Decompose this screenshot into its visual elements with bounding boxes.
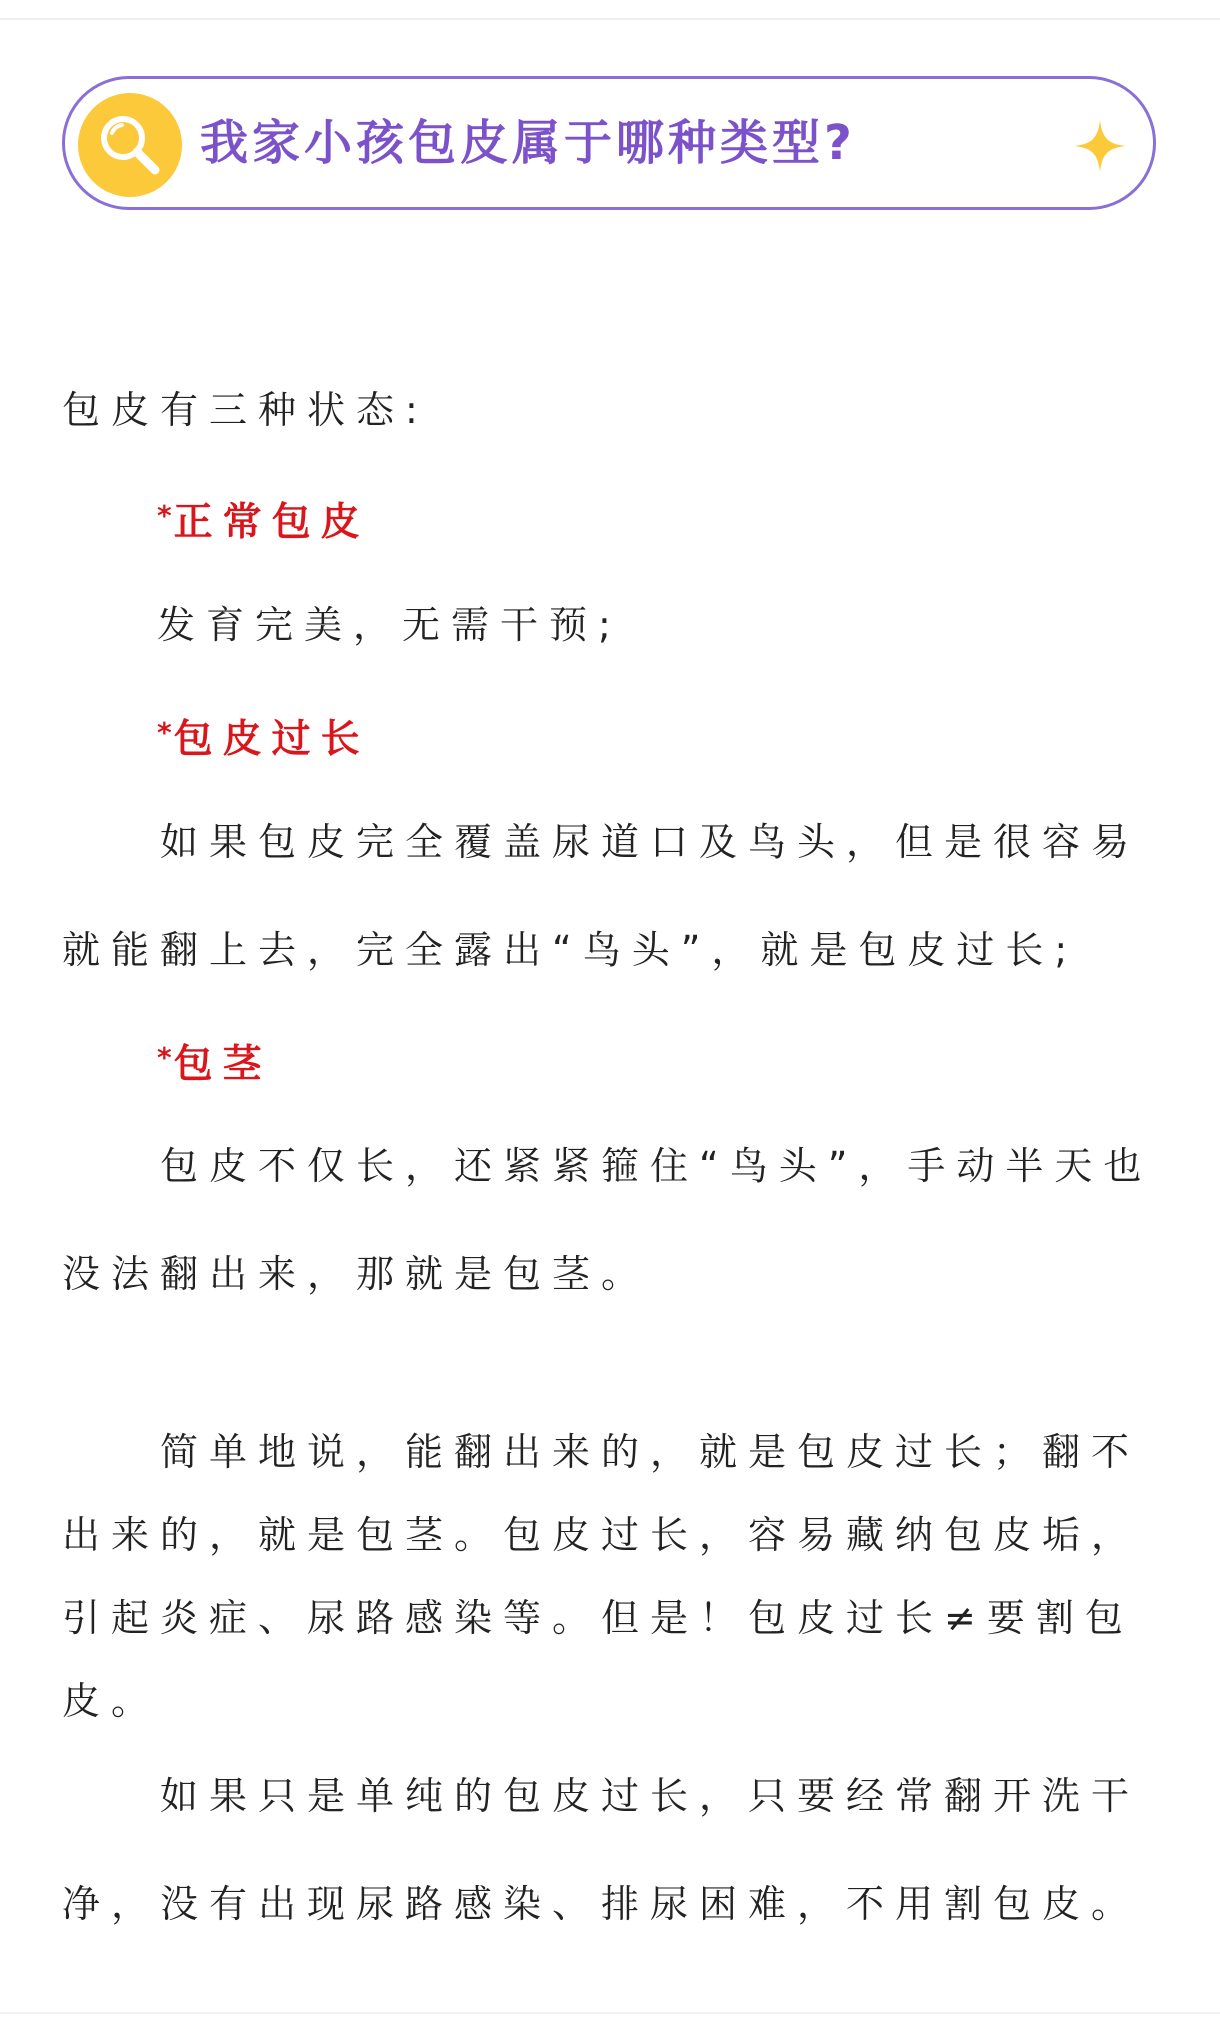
sparkle-icon bbox=[1072, 118, 1128, 178]
type-label-normal bbox=[157, 496, 370, 543]
type-desc-line: 如果包皮完全覆盖尿道口及鸟头，但是很容易 bbox=[160, 820, 1141, 864]
header-title: 我家小孩包皮属于哪种类型? bbox=[200, 115, 856, 171]
type-desc-line: 就能翻上去，完全露出“鸟头”，就是包皮过长; bbox=[62, 928, 1079, 972]
type-label-text: 正常包皮 bbox=[173, 500, 370, 545]
summary-line: 皮。 bbox=[62, 1679, 161, 1723]
conclusion-line: 如果只是单纯的包皮过长，只要经常翻开洗干 bbox=[160, 1774, 1141, 1818]
type-label-text: 包茎 bbox=[173, 1042, 272, 1087]
summary-line: 引起炎症、尿路感染等。但是！包皮过长≠要割包 bbox=[62, 1596, 1134, 1640]
top-divider bbox=[0, 18, 1220, 20]
type-desc-line: 没法翻出来，那就是包茎。 bbox=[62, 1252, 651, 1296]
summary-line: 简单地说，能翻出来的，就是包皮过长；翻不 bbox=[160, 1430, 1141, 1474]
summary-line: 出来的，就是包茎。包皮过长，容易藏纳包皮垢， bbox=[62, 1513, 1141, 1557]
type-label-long bbox=[157, 713, 370, 760]
type-label-phimosis bbox=[157, 1038, 272, 1085]
intro-text: 包皮有三种状态: bbox=[62, 388, 429, 432]
conclusion-line: 净，没有出现尿路感染、排尿困难，不用割包皮。 bbox=[62, 1882, 1141, 1926]
type-label-text: 包皮过长 bbox=[173, 717, 370, 762]
asterisk-mark: * bbox=[157, 1041, 174, 1074]
asterisk-mark: * bbox=[157, 716, 174, 749]
asterisk-mark: * bbox=[157, 499, 174, 532]
type-desc-line: 发育完美，无需干预; bbox=[157, 603, 622, 647]
type-desc-line: 包皮不仅长，还紧紧箍住“鸟头”，手动半天也 bbox=[160, 1144, 1153, 1188]
search-icon bbox=[78, 93, 182, 197]
bottom-divider bbox=[0, 2012, 1220, 2014]
